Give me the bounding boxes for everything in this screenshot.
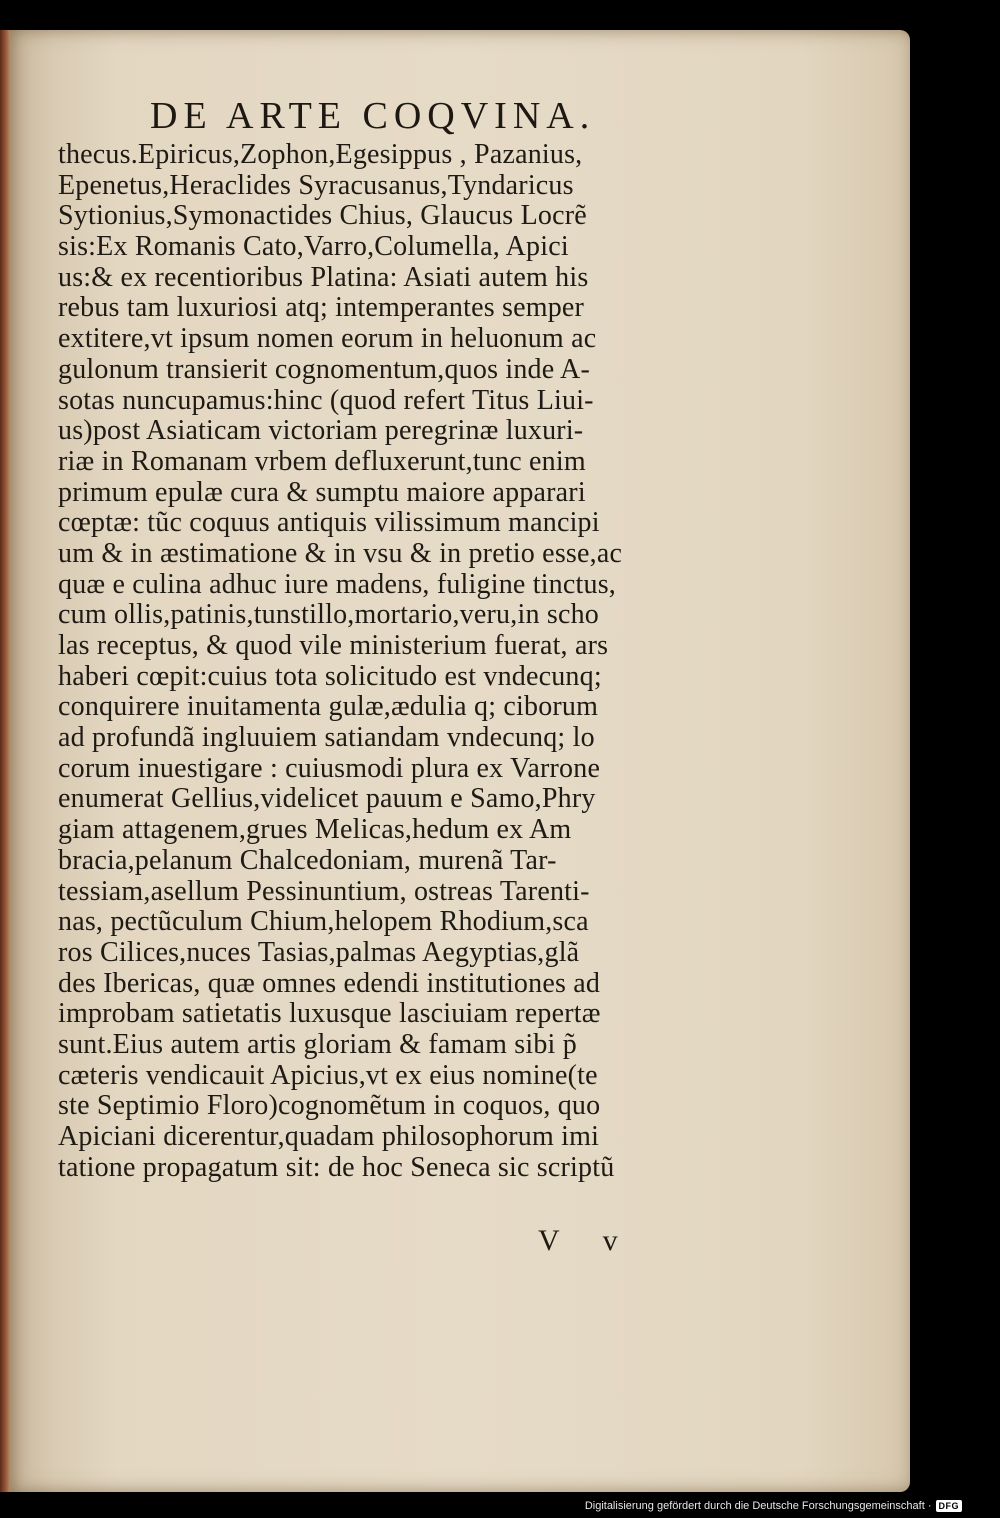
running-head: DE ARTE COQVINA.	[150, 95, 596, 137]
funding-footer-text: Digitalisierung gefördert durch die Deutsche Forschungsgemeinschaft ·	[584, 1500, 932, 1512]
dfg-logo-icon: DFG	[936, 1500, 963, 1512]
text-line: ad profundã ingluuiem satiandam vndecunq; lo	[58, 723, 595, 754]
text-line: Epenetus,Heraclides Syracusanus,Tyndaricus	[58, 170, 574, 201]
text-line: sis:Ex Romanis Cato,Varro,Columella, Apici	[58, 232, 569, 263]
text-line: quæ e culina adhuc iure madens, fuligine tinctus,	[58, 569, 616, 600]
text-line: des Ibericas, quæ omnes edendi institutiones ad	[58, 968, 601, 999]
text-line: um & in æstimatione & in vsu & in pretio esse,ac	[58, 538, 623, 569]
text-line: primum epulæ cura & sumptu maiore apparari	[58, 477, 586, 508]
text-line: sunt.Eius autem artis gloriam & famam sibi p̃	[58, 1029, 577, 1060]
text-line: corum inuestigare : cuiusmodi plura ex Varrone	[58, 753, 601, 784]
text-line: gulonum transierit cognomentum,quos inde A-	[58, 354, 590, 385]
text-line: thecus.Epiricus,Zophon,Egesippus , Pazanius,	[58, 140, 583, 170]
text-line: cum ollis,patinis,tunstillo,mortario,veru,in scho	[58, 600, 599, 631]
text-line: us:& ex recentioribus Platina: Asiati autem his	[58, 262, 589, 293]
body-text	[58, 140, 708, 1183]
text-line: ros Cilices,nuces Tasias,palmas Aegyptias,glã	[58, 937, 580, 968]
text-line: Sytionius,Symonactides Chius, Glaucus Locrẽ	[58, 201, 587, 232]
text-line: rebus tam luxuriosi atq; intemperantes semper	[58, 293, 585, 324]
text-line: cæteris vendicauit Apicius,vt ex eius nomine(te	[58, 1060, 598, 1091]
text-line: conquirere inuitamenta gulæ,ædulia q; ciborum	[58, 692, 599, 723]
text-line: improbam satietatis luxusque lasciuiam repertæ	[58, 999, 601, 1030]
funding-footer	[585, 1500, 962, 1512]
text-line: nas, pectũculum Chium,helopem Rhodium,sca	[58, 907, 589, 938]
text-line: sotas nuncupamus:hinc (quod refert Titus Liui-	[58, 385, 594, 416]
text-line: tessiam,asellum Pessinuntium, ostreas Tarenti-	[58, 876, 590, 907]
text-line: cœptæ: tũc coquus antiquis vilissimum mancipi	[58, 508, 600, 539]
text-line: us)post Asiaticam victoriam peregrinæ luxuri-	[58, 416, 584, 447]
text-line: haberi cœpit:cuius tota solicitudo est vndecunq;	[58, 661, 602, 692]
text-line: extitere,vt ipsum nomen eorum in heluonum ac	[58, 324, 597, 355]
text-line: Apiciani dicerentur,quadam philosophorum imi	[58, 1122, 600, 1152]
text-line: ste Septimio Floro)cognomẽtum in coquos, quo	[58, 1091, 601, 1122]
text-line: bracia,pelanum Chalcedoniam, murenã Tar-	[58, 845, 557, 876]
book-spine-edge	[0, 30, 10, 1492]
text-line: giam attagenem,grues Melicas,hedum ex Am	[58, 815, 572, 846]
text-line: tatione propagatum sit: de hoc Seneca sic scriptũ	[58, 1152, 615, 1183]
text-line: riæ in Romanam vrbem defluxerunt,tunc enim	[58, 446, 586, 477]
text-line: las receptus, & quod vile ministerium fuerat, ars	[58, 631, 609, 661]
text-line: enumerat Gellius,videlicet pauum e Samo,Phry	[58, 784, 596, 815]
catchword: V v	[538, 1224, 636, 1257]
